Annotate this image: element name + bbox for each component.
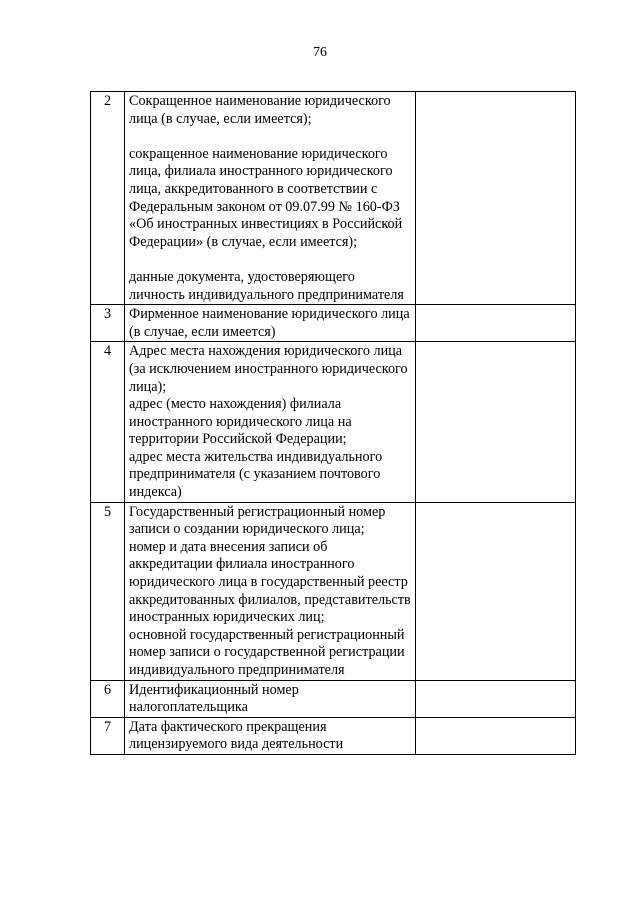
- row-value-cell[interactable]: [416, 305, 576, 342]
- description-paragraph: Государственный регистрационный номер записи о создании юридического лица;: [129, 503, 386, 538]
- description-paragraph: номер и дата внесения записи об аккредитации филиала иностранного юридического лица в государственный реестр аккредитованных филиалов, представительств иностранных юридических лиц;: [129, 538, 411, 626]
- description-paragraph: основной государственный регистрационный номер записи о государственной регистрации индивидуального предпринимателя: [129, 626, 405, 678]
- table-body: [91, 92, 576, 755]
- table-row: [91, 502, 576, 680]
- description-paragraph: Сокращенное наименование юридического лица (в случае, если имеется);: [129, 93, 391, 127]
- row-number-cell: 6: [91, 680, 125, 717]
- description-paragraph: данные документа, удостоверяющего личность индивидуального предпринимателя: [129, 268, 404, 303]
- row-number-cell: 7: [91, 717, 125, 754]
- table-row: [91, 342, 576, 502]
- row-description-cell: [125, 342, 416, 502]
- table-row: [91, 680, 576, 717]
- row-value-cell[interactable]: [416, 342, 576, 502]
- row-description-cell: [125, 92, 416, 305]
- row-number-cell: 4: [91, 342, 125, 502]
- table-row: [91, 92, 576, 305]
- table-row: [91, 717, 576, 754]
- table-row: [91, 305, 576, 342]
- description-paragraph: Дата фактического прекращения лицензируемого вида деятельности: [129, 718, 344, 753]
- row-number-cell: 5: [91, 502, 125, 680]
- page-number: 76: [313, 45, 327, 60]
- description-paragraph: адрес места жительства индивидуального предпринимателя (с указанием почтового индекса): [129, 448, 383, 501]
- paragraph-gap: [129, 251, 411, 269]
- row-value-cell[interactable]: [416, 502, 576, 680]
- row-value-cell[interactable]: [416, 680, 576, 717]
- form-table: [90, 91, 576, 755]
- row-description-cell: [125, 717, 416, 754]
- description-paragraph: адрес (место нахождения) филиала иностранного юридического лица на территории Российской Федерации;: [129, 396, 352, 448]
- row-number-cell: 3: [91, 305, 125, 342]
- description-paragraph: сокращенное наименование юридического лица, филиала иностранного юридического лица, аккредитованного в соответствии с Федеральным законом от 09.07.99 № 160-ФЗ «Об иностранных инвестициях в Российской Федерации» (в случае, если имеется);: [129, 145, 403, 250]
- row-value-cell[interactable]: [416, 92, 576, 305]
- row-description-cell: [125, 305, 416, 342]
- row-description-cell: [125, 680, 416, 717]
- row-number-cell: 2: [91, 92, 125, 305]
- paragraph-gap: [129, 128, 411, 146]
- description-paragraph: Фирменное наименование юридического лица (в случае, если имеется): [129, 306, 410, 340]
- row-description-cell: [125, 502, 416, 680]
- description-paragraph: Идентификационный номер налогоплательщика: [129, 681, 299, 716]
- description-paragraph: Адрес места нахождения юридического лица (за исключением иностранного юридического лица);: [129, 343, 408, 395]
- row-value-cell[interactable]: [416, 717, 576, 754]
